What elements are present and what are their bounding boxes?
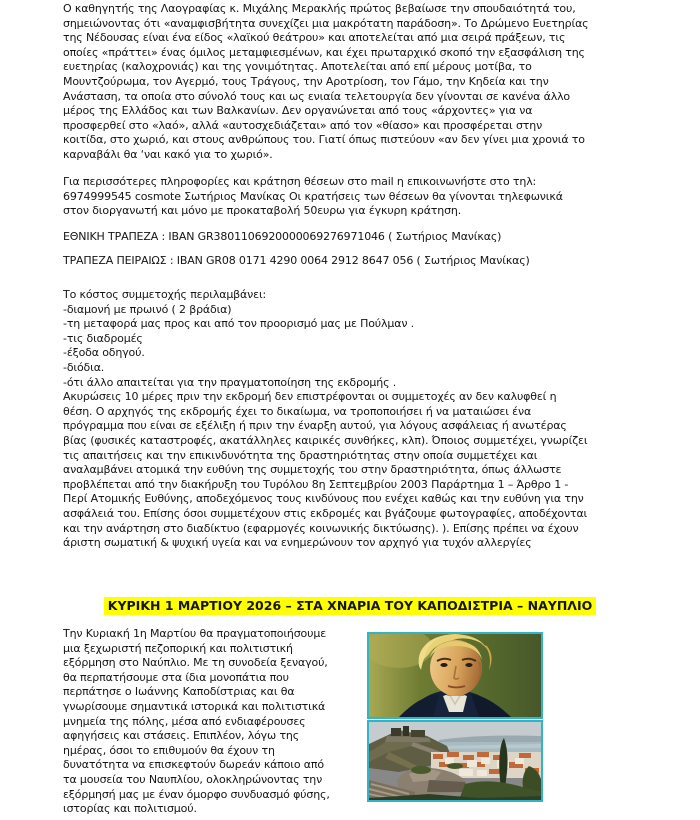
bank-account-peiraios: ΤΡΑΠΕΖΑ ΠΕΙΡΑΙΩΣ : IBAN GR08 0171 4290 0064 2912 8647 056 ( Σωτήριος Μανίκας) [63, 254, 530, 267]
nafplio-landscape-image [367, 720, 543, 802]
image-column [367, 632, 543, 802]
bank-account-ethniki: ΕΘΝΙΚΗ ΤΡΑΠΕΖΑ : IBAN GR3801106920000069276971046 ( Σωτήριος Μανίκας) [63, 230, 502, 243]
trip-description-paragraph: Την Κυριακή 1η Μαρτίου θα πραγματοποιήσουμε μια ξεχωριστή πεζοπορική και πολιτιστική εξόρμηση στο Ναύπλιο. Με τη συνοδεία ξεναγού, θα περπατήσουμε στα ίδια μονοπάτια που περπάτησε ο Ιωάννης Καποδίστριας και θα γνωρίσουμε σημαντικά ιστορικά και πολιτιστικά μνημεία της πόλης, μέσα από ενδιαφέρουσες αφηγήσεις και στάσεις. Επιπλέον, λόγω της ημέρας, όσοι το επιθυμούν θα έχουν τη δυνατότητα να επισκεφτούν δωρεάν κάποιο από τα μουσεία του Ναυπλίου, ολοκληρώνοντας την εξόρμησή μας με έναν όμορφο συνδυασμό φύσης, ιστορίας και πολιτισμού. [63, 627, 330, 816]
cost-and-terms-paragraph: Το κόστος συμμετοχής περιλαμβάνει: -διαμονή με πρωινό ( 2 βράδια) -τη μεταφορά μας προς και από τον προορισμό μας με Πούλμαν . -τις διαδρομές -έξοδα οδηγού. -διόδια. -ότι άλλο απαιτείται για την πραγματοποίηση της εκδρομής . Ακυρώσεις 10 μέρες πριν την εκδρομή δεν επιστρέφονται οι συμμετοχές αν δεν καλυφθεί η θέση. Ο αρχηγός της εκδρομής έχει το δικαίωμα, να τροποποιήσει ή να ματαιώσει ένα πρόγραμμα που είναι σε εξέλιξη ή πριν την έναρξη αυτού, για λόγους ασφάλειας ή ανωτέρας βίας (φυσικές καταστροφές, ακατάλληλες καιρικές συνθήκες, κλπ). Όποιος συμμετέχει, γνωρίζει τις απαιτήσεις και την επικινδυνότητα της δραστηριότητας στην οποία συμμετέχει και αναλαμβάνει ατομικά την ευθύνη της συμμετοχής του στην δραστηριότητα, όπως άλλωστε προβλέπεται από την διακήρυξη του Τυρόλου 8η Σεπτεμβρίου 2003 Παράρτημα 1 – Άρθρο 1 - Περί Ατομικής Ευθύνης, αποδεχόμενος τους κινδύνους που ενέχει καθώς και την ευθύνη για την ασφάλειά του. Επίσης όσοι συμμετέχουν στις εκδρομές και βγάζουμε φωτογραφίες, αποδέχονται και την ανάρτηση στο διαδίκτυο (εφαρμογές κοινωνικής δικτύωσης). ). Επίσης πρέπει να έχουν άριστη σωματική & ψυχική υγεία και να ενημερώνουν τον αρχηγό για τυχόν αλλεργίες [63, 288, 588, 550]
event-heading [0, 597, 700, 615]
contact-info-paragraph: Για περισσότερες πληροφορίες και κράτηση θέσεων στο mail η επικοινωνήστε στο τηλ: 6974999545 cosmote Σωτήριος Μανίκας Οι κρατήσεις των θέσεων θα γίνονται τηλεφωνικά στον διοργανωτή και μόνο με προκαταβολή 50ευρω για έγκυρη κράτηση. [63, 175, 563, 218]
kapodistrias-portrait-image [367, 632, 543, 719]
intro-paragraph: Ο καθηγητής της Λαογραφίας κ. Μιχάλης Μερακλής πρώτος βεβαίωσε την σπουδαιότητά του, σημειώνοντας ότι «αναμφισβήτητα συνεχίζει μια μακρότατη παράδοση». Το Δρώμενο Ευετηρίας της Νέδουσας είναι ένα είδος «λαϊκού θεάτρου» και αποτελείται από μια σειρά πράξεων, τις οποίες «πράττει» ένας όμιλος μεταμφιεσμένων, και έχει πρωταρχικό σκοπό την εξασφάλιση της ευετηρίας (καλοχρονιάς) και της γονιμότητας. Αποτελείται από επί μέρους μοτίβα, το Μουντζούρωμα, τον Αγερμό, τους Τράγους, την Αροτρίοση, τον Γάμο, την Κηδεία και την Ανάσταση, τα οποία στο σύνολό τους και ως ενιαία τελετουργία δεν γίνονται σε κανένα άλλο μέρος της Ελλάδος και των Βαλκανίων. Δεν οργανώνεται από τους «άρχοντες» για να προσφερθεί στο «λαό», αλλά «αυτοσχεδιάζεται» από τον «θίασο» και προσφέρεται στην κοιτίδα, στο χωριό, και στους ανθρώπους του. Γιατί όπως πιστεύουν «αν δεν γίνει μια χρονιά το καρναβάλι θα ‘ναι κακό για το χωριό». [63, 2, 589, 161]
event-heading-highlight: ΚΥΡΙΚΗ 1 ΜΑΡΤΙΟΥ 2026 – ΣΤΑ ΧΝΑΡΙΑ ΤΟΥ ΚΑΠΟΔΙΣΤΡΙΑ – ΝΑΥΠΛΙΟ [104, 597, 596, 615]
